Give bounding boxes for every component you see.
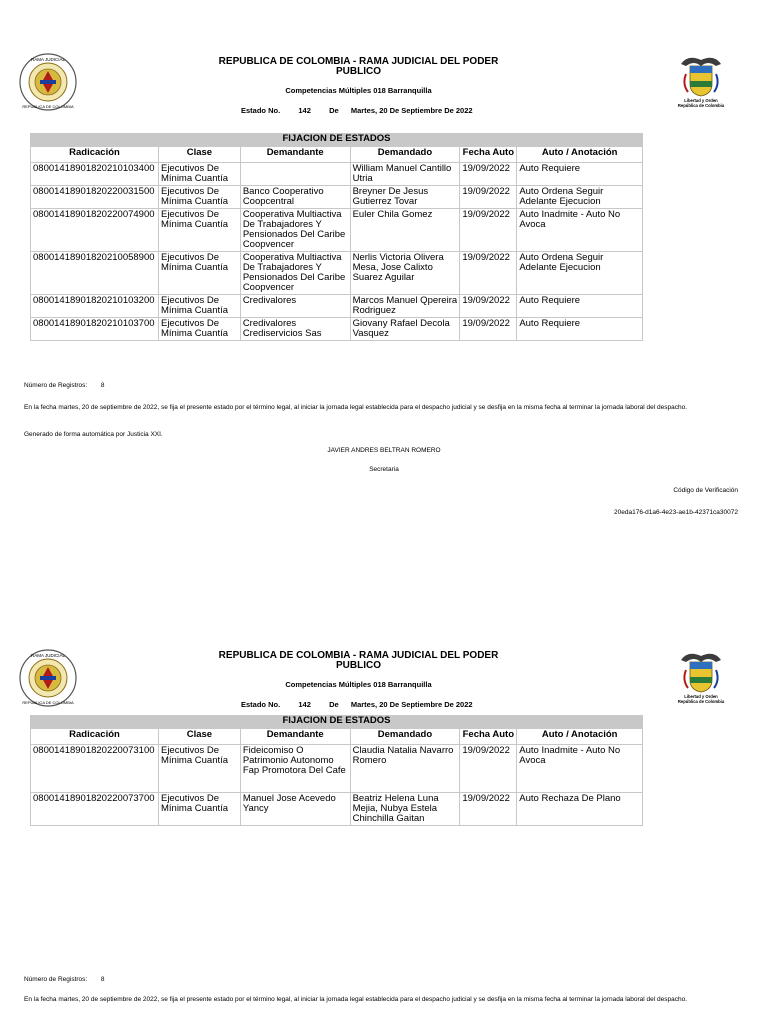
cell-auto-anotacion: Auto Requiere: [517, 163, 643, 186]
cell-demandante: Cooperativa Multiactiva De Trabajadores Y Pensionados Del Caribe Coopvencer: [240, 252, 350, 295]
cell-fecha-auto: 19/09/2022: [460, 186, 517, 209]
table-caption: FIJACION DE ESTADOS: [31, 134, 643, 147]
secretary-title: Secretaria: [369, 466, 399, 473]
cell-clase: Ejecutivos De Mínima Cuantía: [158, 793, 240, 826]
table-row: [31, 209, 643, 252]
estado-label: Estado No.: [241, 700, 281, 709]
registros-value: 8: [100, 976, 105, 983]
cell-auto-anotacion: Auto Ordena Seguir Adelante Ejecucion: [517, 252, 643, 295]
cell-auto-anotacion: Auto Ordena Seguir Adelante Ejecucion: [517, 186, 643, 209]
fijacion-notice: En la fecha martes, 20 de septiembre de 2022, se fija el presente estado por el término legal, al iniciar la jornada legal establecida para el despacho judicial y se desfija en la misma fecha al terminar la jornada laboral del despacho.: [24, 996, 688, 1003]
title-line-1: REPUBLICA DE COLOMBIA - RAMA JUDICIAL DEL PODER: [218, 56, 499, 67]
cell-auto-anotacion: Auto Rechaza De Plano: [517, 793, 643, 826]
cell-radicacion: 08001418901820210103400: [31, 163, 159, 186]
estado-number: 142: [298, 700, 311, 709]
cell-demandante: Fideicomiso O Patrimonio Autonomo Fap Promotora Del Cafe: [240, 745, 350, 793]
column-header-fecha-auto: Fecha Auto: [460, 729, 517, 745]
document-title: [200, 57, 517, 77]
estado-line: [241, 106, 473, 115]
cell-demandado: Euler Chila Gomez: [350, 209, 460, 252]
rama-judicial-seal-icon: [18, 648, 78, 708]
cell-fecha-auto: 19/09/2022: [460, 252, 517, 295]
column-header-clase: Clase: [158, 147, 240, 163]
court-name: Competencias Múltiples 018 Barranquilla: [285, 680, 432, 689]
cell-fecha-auto: 19/09/2022: [460, 163, 517, 186]
fijacion-estados-table: [30, 715, 643, 826]
title-line-2: PUBLICO: [336, 660, 381, 671]
column-header-fecha-auto: Fecha Auto: [460, 147, 517, 163]
cell-fecha-auto: 19/09/2022: [460, 745, 517, 793]
fijacion-notice: En la fecha martes, 20 de septiembre de 2022, se fija el presente estado por el término legal, al iniciar la jornada legal establecida para el despacho judicial y se desfija en la misma fecha al terminar la jornada laboral del despacho.: [24, 404, 688, 411]
cell-demandado: Claudia Natalia Navarro Romero: [350, 745, 460, 793]
colombia-coat-of-arms-icon: [676, 648, 726, 704]
cell-demandante: Manuel Jose Acevedo Yancy: [240, 793, 350, 826]
column-header-demandante: Demandante: [240, 147, 350, 163]
cell-clase: Ejecutivos De Mínima Cuantía: [158, 186, 240, 209]
cell-clase: Ejecutivos De Mínima Cuantía: [158, 252, 240, 295]
cell-fecha-auto: 19/09/2022: [460, 209, 517, 252]
column-header-demandado: Demandado: [350, 729, 460, 745]
registros-count: [24, 381, 104, 390]
cell-demandado: Beatriz Helena Luna Mejia, Nubya Estela Chinchilla Gaitan: [350, 793, 460, 826]
cell-demandado: William Manuel Cantillo Utria: [350, 163, 460, 186]
column-header-radicacion: Radicación: [31, 729, 159, 745]
cell-demandante: Banco Cooperativo Coopcentral: [240, 186, 350, 209]
cell-auto-anotacion: Auto Inadmite - Auto No Avoca: [517, 209, 643, 252]
verification-code: 20eda176-d1a6-4e23-ae1b-42371ca30072: [614, 509, 738, 516]
svg-text:RAMA JUDICIAL: RAMA JUDICIAL: [30, 57, 66, 62]
registros-count: [24, 975, 104, 984]
cell-fecha-auto: 19/09/2022: [460, 318, 517, 341]
cell-demandante: [240, 163, 350, 186]
column-header-demandante: Demandante: [240, 729, 350, 745]
svg-text:RAMA JUDICIAL: RAMA JUDICIAL: [30, 653, 66, 658]
cell-radicacion: 08001418901820210103200: [31, 295, 159, 318]
table-row: [31, 745, 643, 793]
cell-radicacion: 08001418901820220073700: [31, 793, 159, 826]
secretary-name: JAVIER ANDRES BELTRAN ROMERO: [327, 447, 441, 454]
title-line-2: PUBLICO: [336, 66, 381, 77]
cell-auto-anotacion: Auto Requiere: [517, 295, 643, 318]
estado-date: Martes, 20 De Septiembre De 2022: [350, 700, 473, 709]
cell-radicacion: 08001418901820210058900: [31, 252, 159, 295]
svg-text:REPUBLICA DE COLOMBIA: REPUBLICA DE COLOMBIA: [22, 104, 74, 109]
cell-clase: Ejecutivos De Mínima Cuantía: [158, 209, 240, 252]
de-label: De: [329, 700, 339, 709]
cell-radicacion: 08001418901820210103700: [31, 318, 159, 341]
verification-label: Código de Verificación: [673, 487, 738, 494]
registros-label: Número de Registros:: [24, 976, 88, 983]
estado-label: Estado No.: [241, 106, 281, 115]
svg-text:Libertad y Orden: Libertad y Orden: [684, 694, 718, 699]
table-caption: FIJACION DE ESTADOS: [31, 716, 643, 729]
svg-text:República de Colombia: República de Colombia: [677, 699, 725, 704]
cell-clase: Ejecutivos De Mínima Cuantía: [158, 318, 240, 341]
column-header-demandado: Demandado: [350, 147, 460, 163]
estado-line: [241, 700, 473, 709]
svg-text:República de Colombia: República de Colombia: [677, 103, 725, 108]
colombia-coat-of-arms-icon: [676, 52, 726, 108]
estado-number: 142: [298, 106, 311, 115]
cell-fecha-auto: 19/09/2022: [460, 295, 517, 318]
title-line-1: REPUBLICA DE COLOMBIA - RAMA JUDICIAL DEL PODER: [218, 650, 499, 661]
cell-demandante: Cooperativa Multiactiva De Trabajadores Y Pensionados Del Caribe Coopvencer: [240, 209, 350, 252]
rama-judicial-seal-icon: [18, 52, 78, 112]
cell-demandante: Credivalores Crediservicios Sas: [240, 318, 350, 341]
generated-note: Generado de forma automática por Justicia XXI.: [24, 431, 163, 438]
de-label: De: [329, 106, 339, 115]
estado-date: Martes, 20 De Septiembre De 2022: [350, 106, 473, 115]
column-header-radicacion: Radicación: [31, 147, 159, 163]
svg-text:REPUBLICA DE COLOMBIA: REPUBLICA DE COLOMBIA: [22, 700, 74, 705]
cell-auto-anotacion: Auto Requiere: [517, 318, 643, 341]
cell-fecha-auto: 19/09/2022: [460, 793, 517, 826]
cell-demandado: Giovany Rafael Decola Vasquez: [350, 318, 460, 341]
fijacion-estados-table: [30, 133, 643, 341]
table-row: [31, 186, 643, 209]
court-name: Competencias Múltiples 018 Barranquilla: [285, 86, 432, 95]
table-row: [31, 318, 643, 341]
cell-demandado: Nerlis Victoria Olivera Mesa, Jose Calixto Suarez Aguilar: [350, 252, 460, 295]
table-row: [31, 793, 643, 826]
registros-value: 8: [100, 382, 105, 389]
cell-radicacion: 08001418901820220073100: [31, 745, 159, 793]
table-row: [31, 295, 643, 318]
table-row: [31, 252, 643, 295]
cell-radicacion: 08001418901820220074900: [31, 209, 159, 252]
column-header-auto-anotacion: Auto / Anotación: [517, 729, 643, 745]
svg-text:Libertad y Orden: Libertad y Orden: [684, 98, 718, 103]
cell-demandado: Marcos Manuel Qpereira Rodriguez: [350, 295, 460, 318]
cell-clase: Ejecutivos De Mínima Cuantía: [158, 163, 240, 186]
cell-auto-anotacion: Auto Inadmite - Auto No Avoca: [517, 745, 643, 793]
registros-label: Número de Registros:: [24, 382, 88, 389]
document-page-2: [0, 596, 768, 1024]
cell-clase: Ejecutivos De Mínima Cuantía: [158, 295, 240, 318]
cell-demandado: Breyner De Jesus Gutierrez Tovar: [350, 186, 460, 209]
column-header-clase: Clase: [158, 729, 240, 745]
column-header-auto-anotacion: Auto / Anotación: [517, 147, 643, 163]
cell-radicacion: 08001418901820220031500: [31, 186, 159, 209]
cell-clase: Ejecutivos De Mínima Cuantía: [158, 745, 240, 793]
cell-demandante: Credivalores: [240, 295, 350, 318]
document-title: [200, 651, 517, 671]
table-row: [31, 163, 643, 186]
